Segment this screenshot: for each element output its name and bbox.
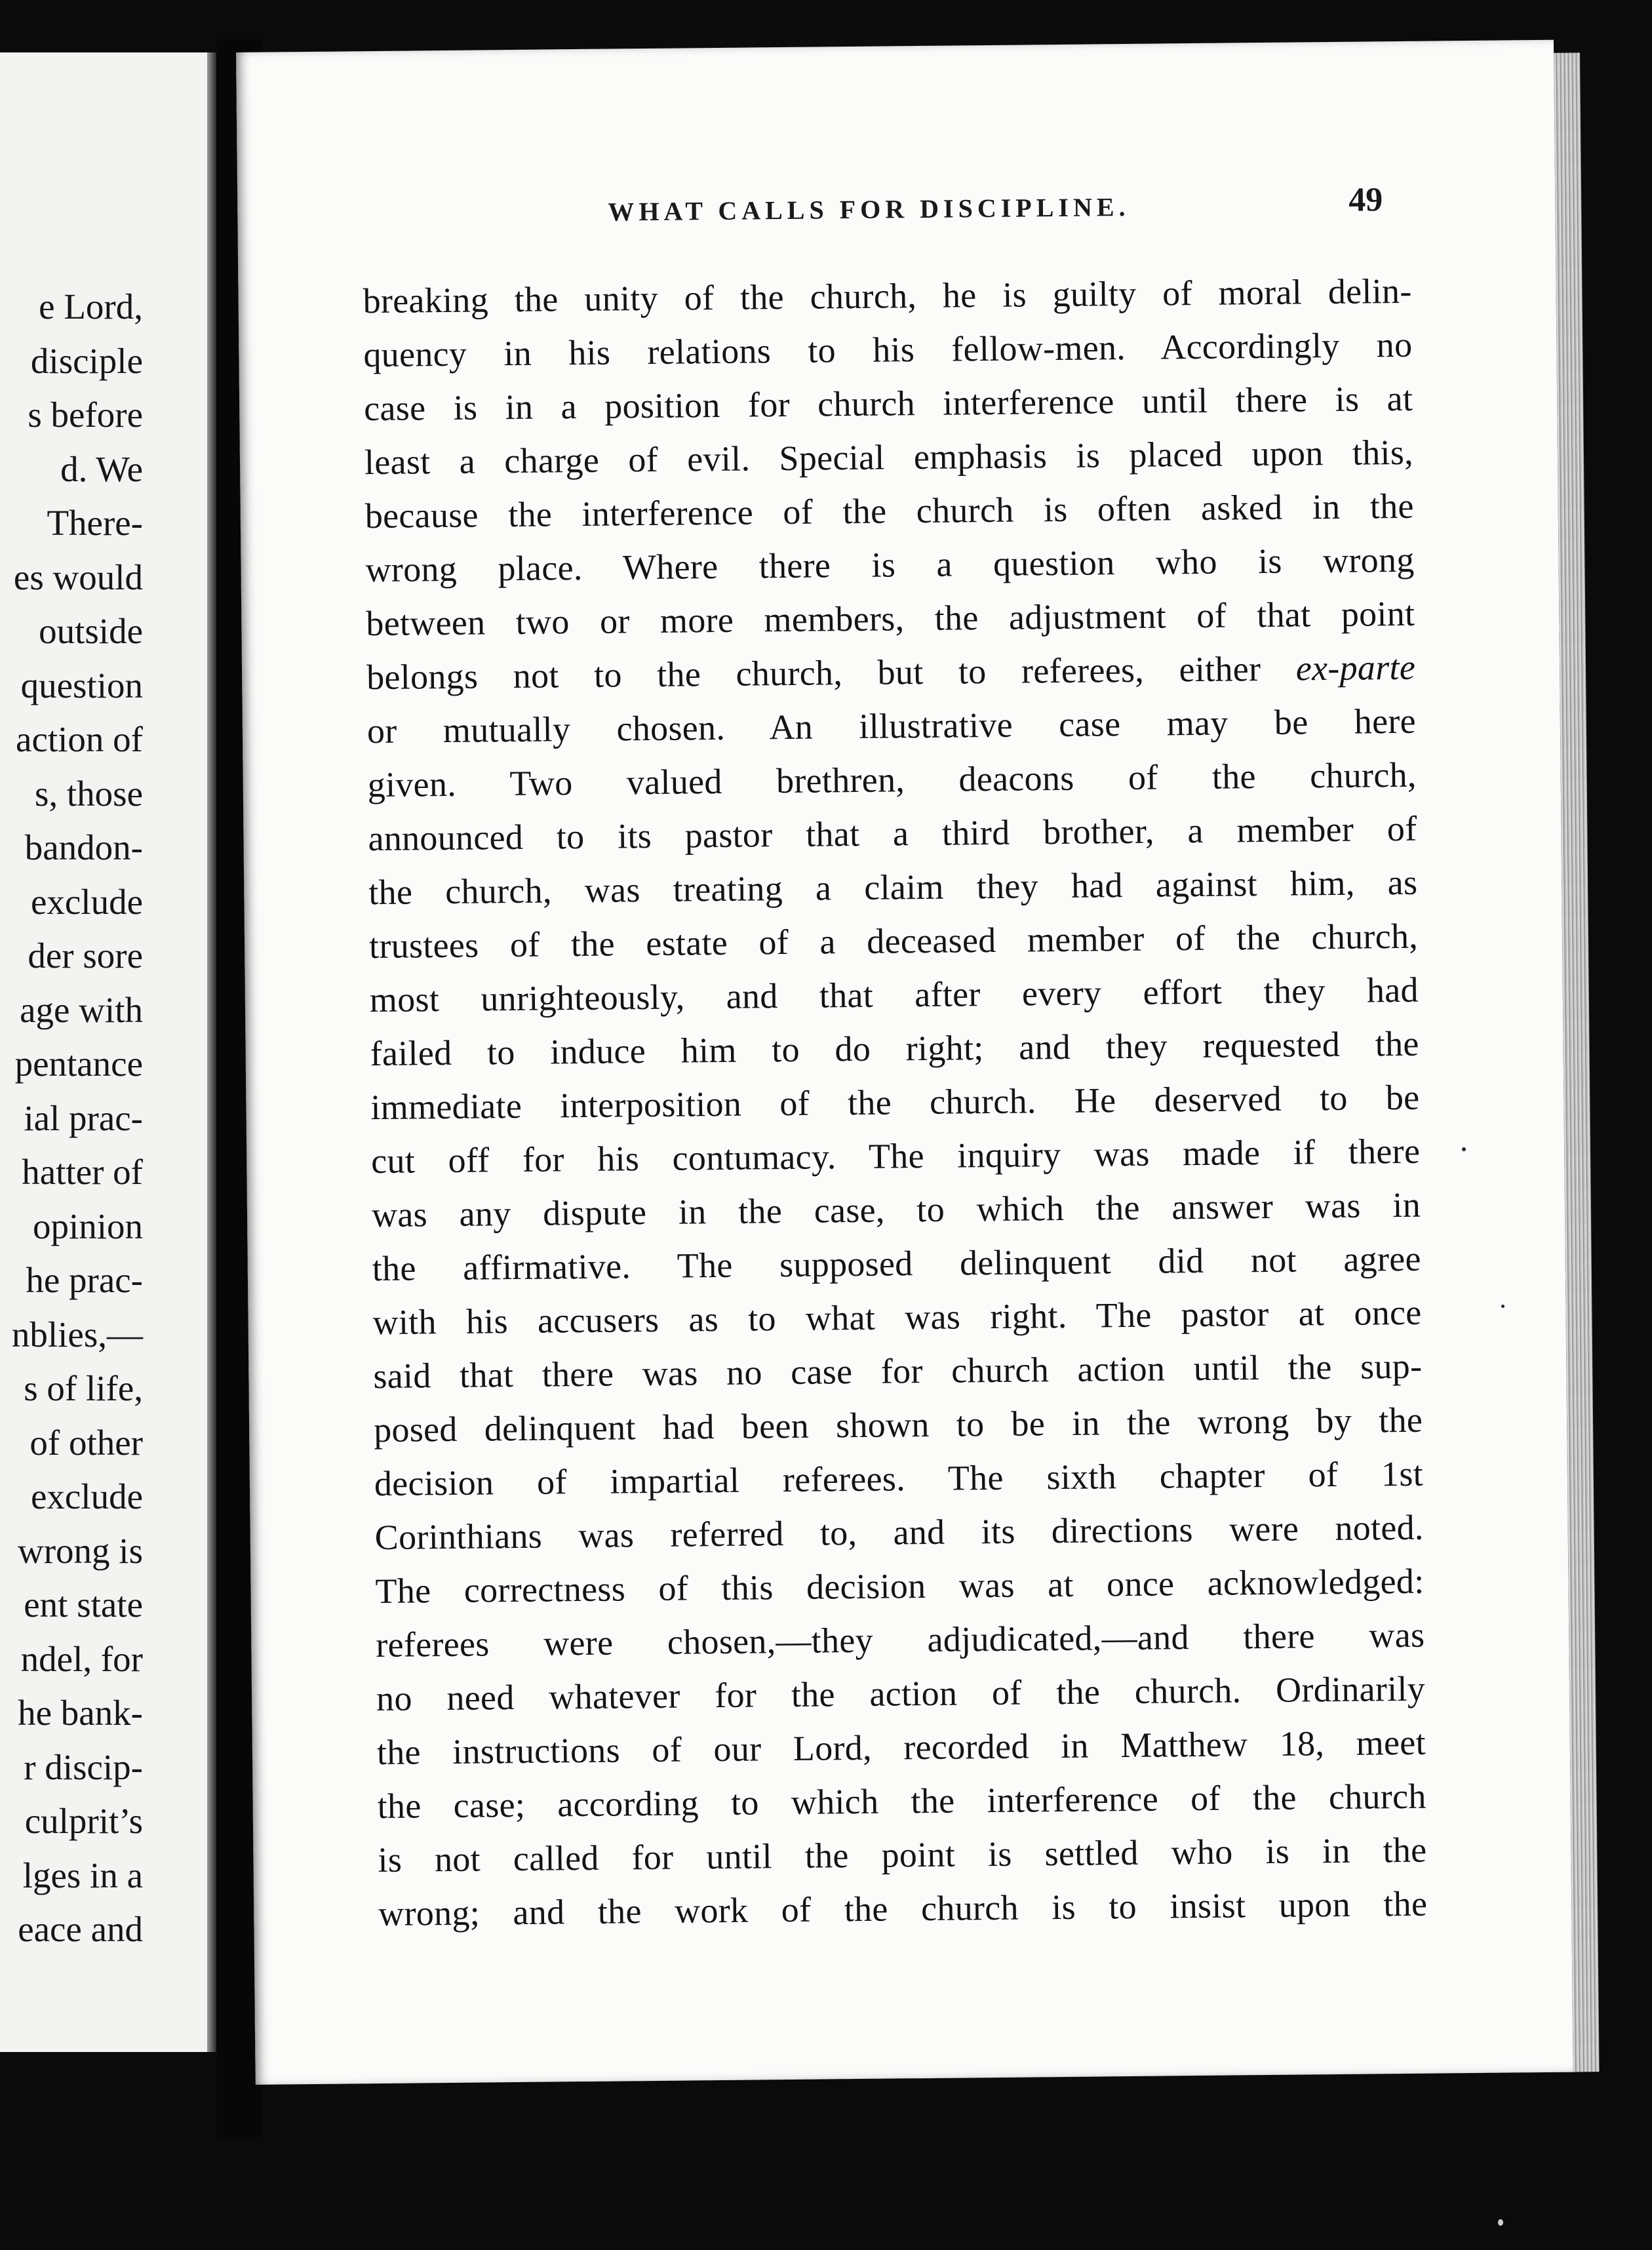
text-line: the instructions of our Lord, recorded in Matthew 18, meet <box>376 1722 1426 1773</box>
left-text-line: exclude <box>30 1476 143 1516</box>
text-line: The correctness of this decision was at once acknowledged: <box>375 1561 1425 1611</box>
text-line: is not called for until the point is settled who is in the <box>378 1830 1427 1880</box>
right-page <box>236 40 1573 2085</box>
text-line: given. Two valued brethren, deacons of the church, <box>367 755 1417 805</box>
gutter-shadow <box>207 52 216 2052</box>
text-line: or mutually chosen. An illustrative case may be here <box>366 701 1417 751</box>
scan-speck <box>1462 1147 1466 1151</box>
left-text-line: s, those <box>35 773 143 814</box>
page-number: 49 <box>1348 181 1383 219</box>
left-text-line: der sore <box>28 936 143 976</box>
text-line: because the interference of the church is often asked in the <box>364 486 1415 536</box>
text-line: referees were chosen,—they adjudicated,—and there was <box>376 1615 1425 1665</box>
left-text-line: of other <box>30 1422 143 1463</box>
text-line: least a charge of evil. Special emphasis is placed upon this, <box>364 432 1414 483</box>
left-text-line: s before <box>28 395 143 435</box>
left-text-line: age with <box>20 989 143 1030</box>
left-text-line: outside <box>39 611 143 651</box>
text-line: was any dispute in the case, to which the answer was in <box>371 1185 1421 1235</box>
text-line: the affirmative. The supposed delinquent did not agree <box>372 1238 1422 1289</box>
left-text-line: hatter of <box>22 1152 143 1192</box>
left-text-line: ndel, for <box>20 1638 143 1679</box>
text-line: cut off for his contumacy. The inquiry was made if there <box>370 1131 1421 1181</box>
left-text-line: e Lord, <box>39 286 143 326</box>
left-text-line: lges in a <box>22 1855 143 1895</box>
left-text-line: disciple <box>30 340 143 381</box>
text-line: posed delinquent had been shown to be in the wrong by the <box>373 1400 1423 1450</box>
left-text-line: ent state <box>24 1585 143 1625</box>
text-line: most unrighteously, and that after every effort they had <box>369 970 1419 1020</box>
scan-speck <box>1501 1305 1504 1308</box>
left-text-line: ial prac- <box>24 1097 143 1138</box>
left-text-line: d. We <box>60 448 143 489</box>
text-line: announced to its pastor that a third brother, a member of <box>368 808 1417 859</box>
page-edge-stack <box>1554 52 1600 2072</box>
scan-speck <box>1498 2219 1503 2226</box>
text-line: the case; according to which the interference of the church <box>377 1776 1426 1826</box>
text-line: Corinthians was referred to, and its directions were noted. <box>374 1507 1424 1558</box>
text-line-with-italic <box>366 641 1416 704</box>
left-text-line: action of <box>16 719 143 759</box>
text-line: between two or more members, the adjustment of that point <box>366 593 1415 644</box>
left-text-line: r discip- <box>24 1747 143 1787</box>
left-text-line: wrong is <box>18 1530 143 1571</box>
left-text-line: he bank- <box>18 1693 143 1733</box>
text-line: no need whatever for the action of the church. Ordinarily <box>376 1668 1426 1719</box>
body-text <box>363 264 1427 1941</box>
text-line: case is in a position for church interference until there is at <box>363 378 1413 429</box>
left-text-line: es would <box>13 557 143 597</box>
left-text-line: s of life, <box>24 1368 143 1408</box>
text-line: the church, was treating a claim they had against him, as <box>368 862 1418 913</box>
left-text-line: nblies,— <box>11 1314 143 1354</box>
text-line: failed to induce him to do right; and they requested the <box>370 1023 1419 1074</box>
text-line: trustees of the estate of a deceased member of the church, <box>368 916 1419 966</box>
left-text-line: opinion <box>32 1206 143 1246</box>
text-line: said that there was no case for church action until the sup- <box>373 1346 1423 1396</box>
text-line: breaking the unity of the church, he is guilty of moral delin- <box>363 271 1412 321</box>
left-text-line: eace and <box>18 1909 143 1949</box>
text-line: immediate interposition of the church. He deserved to be <box>370 1077 1420 1128</box>
text-line: wrong place. Where there is a question who is wrong <box>365 540 1415 590</box>
italic-phrase: ex-parte <box>1295 647 1416 688</box>
left-text-line: culprit’s <box>24 1801 143 1841</box>
text-segment: belongs not to the church, but to referees, either <box>366 649 1261 698</box>
left-facing-page <box>0 52 216 2052</box>
left-text-line: question <box>20 665 143 705</box>
text-line: wrong; and the work of the church is to insist upon the <box>378 1884 1428 1934</box>
left-text-line: pentance <box>14 1044 143 1084</box>
text-line: with his accusers as to what was right. The pastor at once <box>372 1292 1422 1343</box>
left-text-line: he prac- <box>26 1260 143 1300</box>
left-text-line: There- <box>47 503 143 543</box>
left-text-line: bandon- <box>24 827 143 867</box>
running-head: WHAT CALLS FOR DISCIPLINE. <box>608 191 1130 227</box>
text-line: quency in his relations to his fellow-men. Accordingly no <box>363 325 1413 375</box>
text-line: decision of impartial referees. The sixth chapter of 1st <box>374 1453 1424 1504</box>
left-text-line: exclude <box>30 881 143 922</box>
